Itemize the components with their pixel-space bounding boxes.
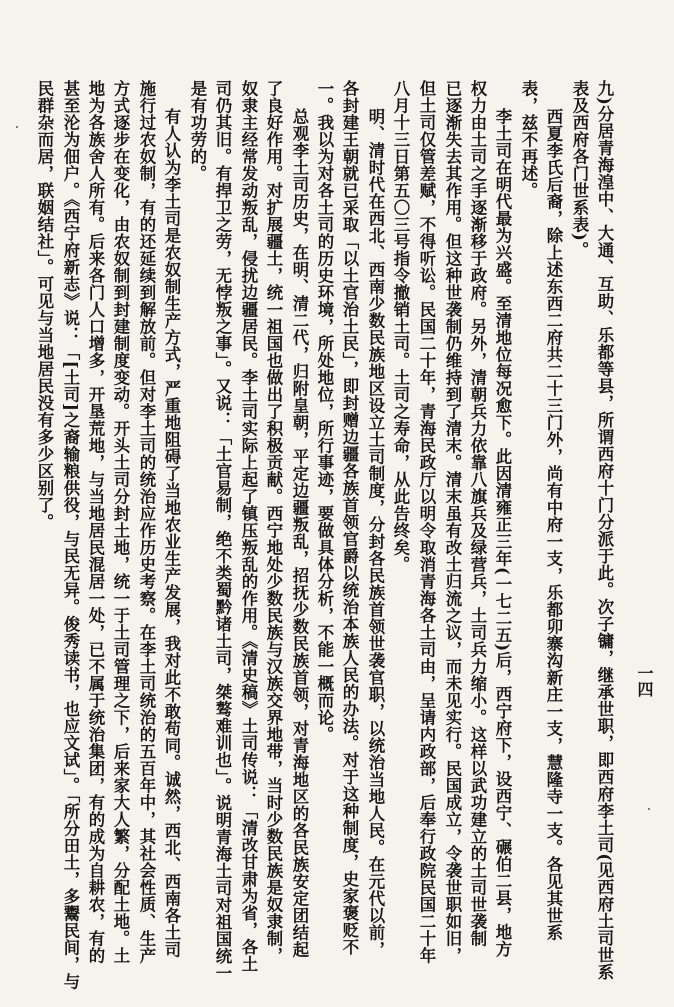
text-column-12: 一。我以为对各土司的历史环境，所处地位，所行事迹，要做具体分析，不能一概而论。 <box>315 80 334 743</box>
text-column-20: 方式逐步在变化，由农奴制到封建制度变动。开头土司分封土地，统一于土司管理之下，后来家大人繁，分配土地。土 <box>111 80 130 964</box>
page-number: 一四 <box>635 665 654 697</box>
text-column-18: 有人认为李土司是农奴制生产方式，严重地阻碍了当地农业生产发展，我对此不敢苟同。诚然，西北、西南各土司 <box>162 108 181 958</box>
text-column-23: 民群杂而居，联姻结社」。可见与当地居民没有多少区别了。 <box>35 80 54 531</box>
text-column-15: 奴隶主经常发动叛乱，侵扰边疆居民。李土司实际上起了镇压叛乱的作用。《清史稿》土司传说：「清改甘肃为省，各土 <box>239 80 258 973</box>
text-column-5: 李土司在明代最为兴盛。至清地位每况愈下。此因清雍正三年(一七二五)后，西宁府下，设西宁、碾伯二县，地方 <box>493 108 512 958</box>
text-column-16: 司仍其旧。有捍卫之劳，无悖叛之事」。又说：「土官易制，绝不类蜀黔诸土司，桀骜难训也」。说明青海土司对祖国统一 <box>213 80 232 982</box>
text-column-21: 地为各族舍人所有。后来各门人口增多，开垦荒地，与当地居民混居一处，已不属于统治集团，有的成为自耕农，有的 <box>86 80 105 964</box>
text-column-19: 施行过农奴制，有的还延续到解放前。但对李土司的统治应作历史考察。在李土司统治的五百年中，其社会性质、生产 <box>137 80 156 964</box>
text-column-8: 但土司仅管差赋，不得听讼。民国二十年，青海民政厅以明令取消青海各土司由，呈请内政部，后奉行政院民国二十年 <box>417 80 436 964</box>
text-column-4: 表，兹不再述。 <box>519 80 538 199</box>
scan-speck <box>648 808 650 810</box>
text-column-14: 了良好作用。对扩展疆土，统一祖国也做出了积极贡献。西宁地处少数民族与汉族交界地带，当时少数民族是奴隶制， <box>264 80 283 964</box>
text-column-17: 是有功劳的。 <box>188 80 207 182</box>
text-column-1: 九)分居青海湟中、大通、互助、乐都等县，所谓西府十门分派于此。次子镛，继承世职，即西府李土司(见西府土司世系 <box>595 80 614 981</box>
text-column-11: 各封建王朝就已采取「以土官治土民」，即封赠边疆各族首领官爵以统治本族人民的办法。对于这种制度，史家褒贬不 <box>340 80 359 956</box>
text-column-9: 八月十三日第五〇三号指令撤销土司。土司之寿命，从此告终矣。 <box>391 80 410 573</box>
text-column-10: 明、清时代在西北、西南少数民族地区设立土司制度，分封各民族首领世袭官职，以统治当地人民。在元代以前， <box>366 108 385 958</box>
text-column-13: 总观李土司历史，在明、清二代，归附皇朝，平定边疆叛乱，招抚少数民族首领，对青海地区的各民族安定团结起 <box>290 108 309 958</box>
text-column-2: 表及西府各门世系表)。 <box>570 80 589 259</box>
text-column-6: 权力由土司之手逐渐移于政府。另外，清朝兵力依靠八旗兵及绿营兵，土司兵力缩小。这样以武功建立的土司世袭制 <box>468 80 487 947</box>
text-column-22: 甚至沦为佃户。《西宁府新志》说：「[土司]之裔输粮供役，与民无异。俊秀读书，也应文试」。「所分田土，多鬻民间，与 <box>61 80 80 991</box>
text-column-7: 已逐渐失去其作用。但这种世袭制仍维持到了清末。清末虽有改土归流之议，而未见实行。民国成立，令袭世职如旧， <box>443 80 462 964</box>
text-column-3: 西夏李氏后裔，除上述东西二府共二十三门外，尚有中府一支，乐都卯寨沟新庄一支，慧隆寺一支。各见其世系 <box>544 108 563 941</box>
scan-speck <box>16 126 18 128</box>
